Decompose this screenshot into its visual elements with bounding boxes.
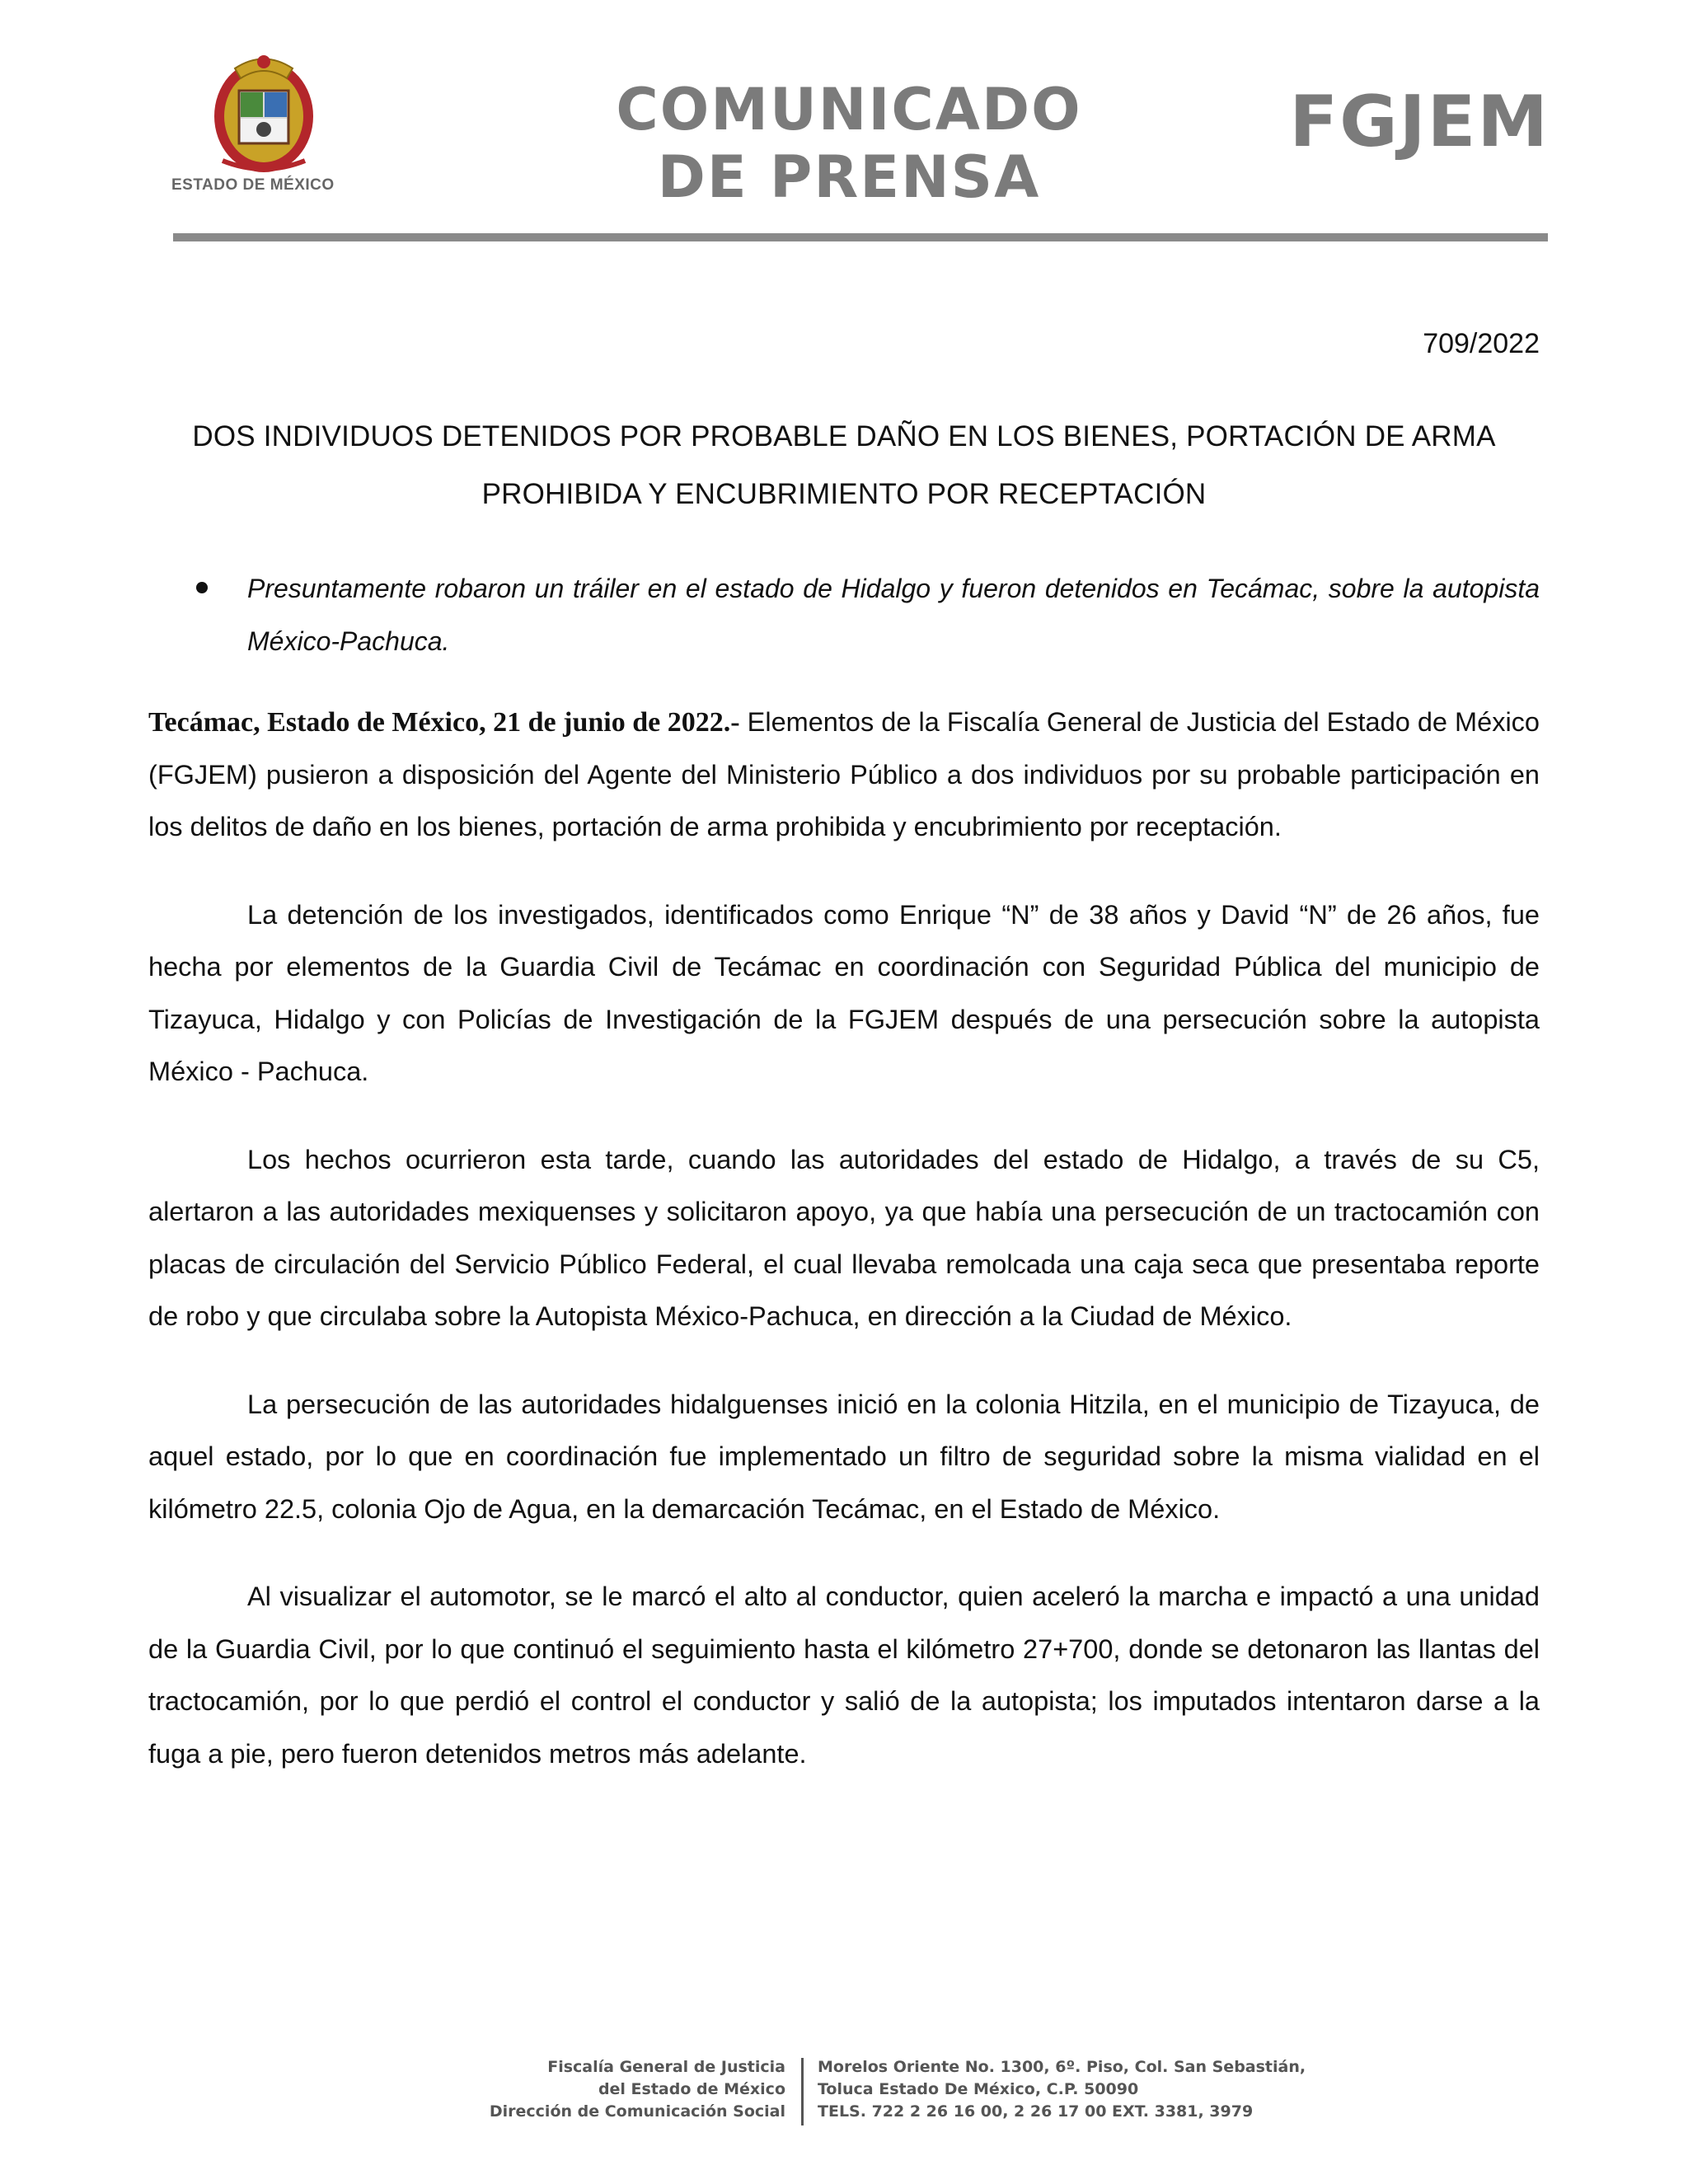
bullet-dot-icon (196, 582, 208, 593)
paragraph-3: Los hechos ocurrieron esta tarde, cuando las autoridades del estado de Hidalgo, a través de su C5, alertaron a las autoridades mexiquenses y solicitaron apoyo, ya que había una persecución de un tractocamión con placas de circulación del Servicio Público Federal, el cual llevaba remolcada una caja seca que presentaba reporte de robo y que circulaba sobre la Autopista México-Pachuca, en dirección a la Ciudad de México. (148, 1144, 1540, 1331)
headline (148, 408, 1540, 523)
title-line-2: DE PRENSA (657, 143, 1041, 211)
header-divider (173, 233, 1548, 241)
footer-institution (490, 2056, 785, 2123)
paragraph-2: La detención de los investigados, identificados como Enrique “N” de 38 años y David “N” de 26 años, fue hecha por elementos de la Guardia Civil de Tecámac en coordinación con Seguridad Pública del municipio de Tizayuca, Hidalgo y con Policías de Investigación de la FGJEM después de una persecución sobre la autopista México - Pachuca. (148, 899, 1540, 1086)
footer-left-line-2: del Estado de México (598, 2080, 785, 2098)
dateline: Tecámac, Estado de México, 21 de junio de 2022.- (148, 707, 740, 738)
footer-right-line-1: Morelos Oriente No. 1300, 6º. Piso, Col. San Sebastián, (818, 2058, 1306, 2076)
headline-line-2: PROHIBIDA Y ENCUBRIMIENTO POR RECEPTACIÓN (481, 478, 1207, 510)
headline-line-1: DOS INDIVIDUOS DETENIDOS POR PROBABLE DAÑO EN LOS BIENES, PORTACIÓN DE ARMA (192, 420, 1496, 452)
paragraph-4: La persecución de las autoridades hidalguenses inició en la colonia Hitzila, en el municipio de Tizayuca, de aquel estado, por lo que en coordinación fue implementado un filtro de seguridad sobre la misma vialidad en el kilómetro 22.5, colonia Ojo de Agua, en la demarcación Tecámac, en el Estado de México. (148, 1389, 1540, 1524)
press-release-title (577, 76, 1121, 211)
title-line-1: COMUNICADO (616, 76, 1082, 143)
page-footer (0, 2056, 1688, 2122)
footer-right-line-2: Toluca Estado De México, C.P. 50090 (818, 2080, 1139, 2098)
footer-separator (801, 2058, 804, 2125)
article-body (148, 696, 1540, 1816)
summary-bullet (198, 562, 1540, 668)
paragraph-5: Al visualizar el automotor, se le marcó el alto al conductor, quien aceleró la marcha e impactó a una unidad de la Guardia Civil, por lo que continuó el seguimiento hasta el kilómetro 27+700, donde se detonaron las llantas del tractocamión, por lo que perdió el control el conductor y salió de la autopista; los imputados intentaron darse a la fuga a pie, pero fueron detenidos metros más adelante. (148, 1582, 1540, 1769)
page-header (0, 0, 1688, 247)
paragraph-1-text: Elementos de la Fiscalía General de Justicia del Estado de México (FGJEM) pusieron a disposición del Agente del Ministerio Público a dos individuos por su probable participación en los delitos de daño en los bienes, portación de arma prohibida y encubrimiento por receptación. (148, 707, 1540, 841)
estado-de-mexico-seal-logo (198, 45, 330, 177)
agency-acronym: FGJEM (1289, 81, 1550, 163)
bullet-text: Presuntamente robaron un tráiler en el estado de Hidalgo y fueron detenidos en Tecámac, sobre la autopista México-Pachuca. (247, 574, 1540, 656)
paragraph-1 (148, 696, 1540, 854)
state-label: ESTADO DE MÉXICO (171, 176, 335, 194)
footer-contact (818, 2056, 1306, 2123)
footer-left-line-3: Dirección de Comunicación Social (489, 2102, 785, 2121)
footer-left-line-1: Fiscalía General de Justicia (547, 2058, 785, 2076)
document-number: 709/2022 (1423, 328, 1540, 359)
footer-right-line-3: TELS. 722 2 26 16 00, 2 26 17 00 EXT. 3381, 3979 (818, 2102, 1254, 2121)
